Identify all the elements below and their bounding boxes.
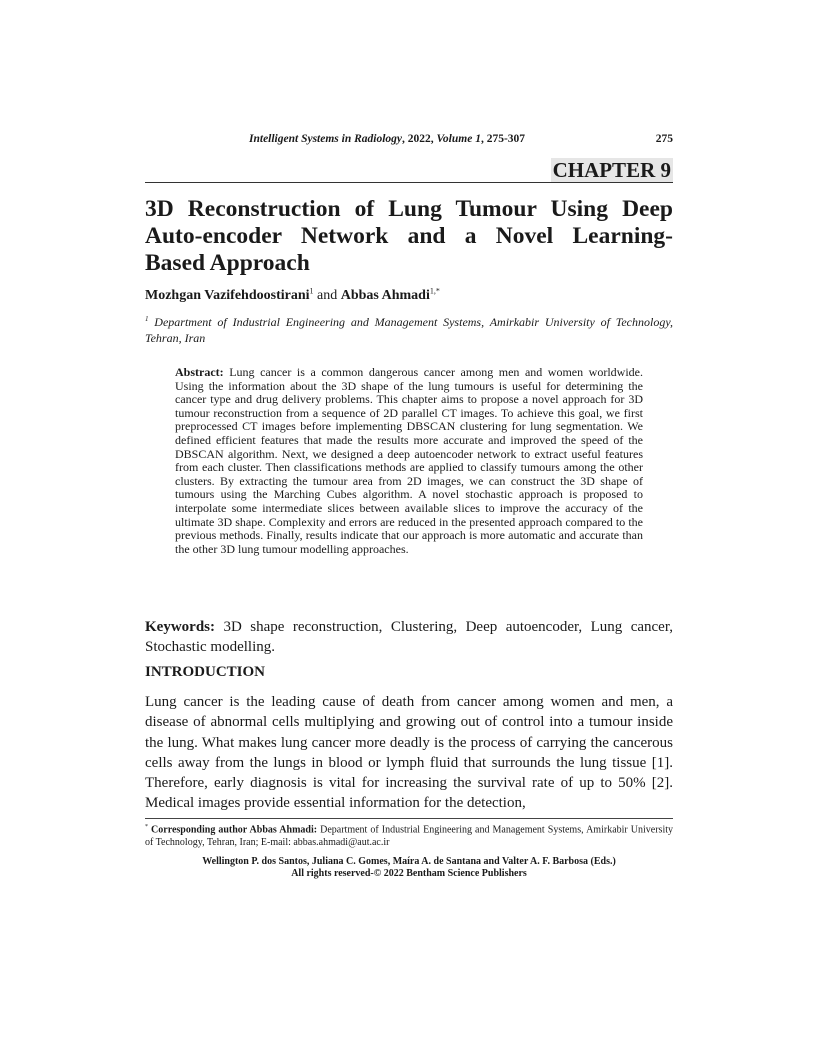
author-2: Abbas Ahmadi xyxy=(340,288,430,303)
journal-year: , 2022, xyxy=(402,133,437,145)
abstract-text: Lung cancer is a common dangerous cancer among men and women worldwide. Using the information about the 3D shape of the lung tumours is useful for determining the cancer type and drug delivery problems. This chapter aims to propose a novel approach for 3D tumour reconstruction from a sequence of 2D parallel CT images. To achieve this goal, we first preprocessed CT images before implementing DBSCAN clustering for lung segmentation. We defined efficient features that made the results more accurate and improved the speed of the DBSCAN algorithm. Next, we designed a deep autoencoder network to extract useful features from each cluster. Then classifications methods are applied to classify tumours among the other clusters. By extracting the tumour area from 2D images, we can construct the 3D shape of tumours using the Marching Cubes algorithm. A novel stochastic approach is proposed to interpolate some intermediate slices between available slices to improve the accuracy of the ultimate 3D shape. Complexity and errors are reduced in the presented approach compared to the previous methods. Finally, results indicate that our approach is more automatic and accurate than the other 3D lung tumour modelling approaches. xyxy=(175,365,643,556)
affiliation-text: Department of Industrial Engineering and Management Systems, Amirkabir University of Technology, Tehran, Iran xyxy=(145,315,673,345)
page-number: 275 xyxy=(655,133,673,145)
author-1-affil: 1 xyxy=(309,286,314,296)
journal-pages: , 275-307 xyxy=(480,133,526,145)
affiliation xyxy=(145,311,673,346)
running-head xyxy=(145,133,673,149)
title-line-1: 3D Reconstruction of Lung Tumour Using Deep xyxy=(145,196,673,222)
header-rule xyxy=(145,182,673,183)
footnote-marker: * xyxy=(145,824,148,830)
author-1: Mozhgan Vazifehdoostirani xyxy=(145,288,310,303)
publisher-info xyxy=(145,856,673,880)
footnote xyxy=(145,821,673,849)
footnote-rule xyxy=(145,818,673,819)
journal-title: Intelligent Systems in Radiology xyxy=(249,133,403,145)
footnote-text: Department of Industrial Engineering and Management Systems, Amirkabir University of Technology, Tehran, Iran; E-mail: abbas.ahmadi@aut.ac.ir xyxy=(145,824,673,848)
introduction-paragraph: Lung cancer is the leading cause of death from cancer among women and men, a disease of abnormal cells multiplying and growing out of control into a tumour inside the lung. What makes lung cancer more deadly is the process of carrying the cancerous cells away from the lungs in blood or lymph fluid that surrounds the lung tissue [1]. Therefore, early diagnosis is vital for increasing the survival rate of up to 50% [2]. Medical images provide essential information for the detection, xyxy=(145,694,673,812)
title-line-3: Based Approach xyxy=(145,250,310,276)
affiliation-marker: 1 xyxy=(145,315,149,323)
author-2-affil: 1,* xyxy=(429,286,440,296)
section-heading-introduction: INTRODUCTION xyxy=(145,664,266,680)
copyright: All rights reserved-© 2022 Bentham Science Publishers xyxy=(291,868,527,879)
chapter-title xyxy=(145,196,673,277)
abstract-label: Abstract: xyxy=(175,365,224,379)
author-conjunction: and xyxy=(313,288,341,303)
author-list xyxy=(145,288,440,304)
journal-volume: Volume 1 xyxy=(436,133,481,145)
title-line-2: Auto-encoder Network and a Novel Learning- xyxy=(145,223,673,249)
keywords-label: Keywords: xyxy=(145,619,215,635)
footnote-label: Corresponding author Abbas Ahmadi: xyxy=(148,824,318,836)
abstract xyxy=(175,366,643,556)
chapter-label: CHAPTER 9 xyxy=(552,158,671,182)
keywords-text: 3D shape reconstruction, Clustering, Deep autoencoder, Lung cancer, Stochastic modelling. xyxy=(145,619,673,655)
keywords xyxy=(145,617,673,657)
editors: Wellington P. dos Santos, Juliana C. Gomes, Maíra A. de Santana and Valter A. F. Barbosa (Eds.) xyxy=(202,856,616,867)
journal-citation xyxy=(249,133,525,145)
